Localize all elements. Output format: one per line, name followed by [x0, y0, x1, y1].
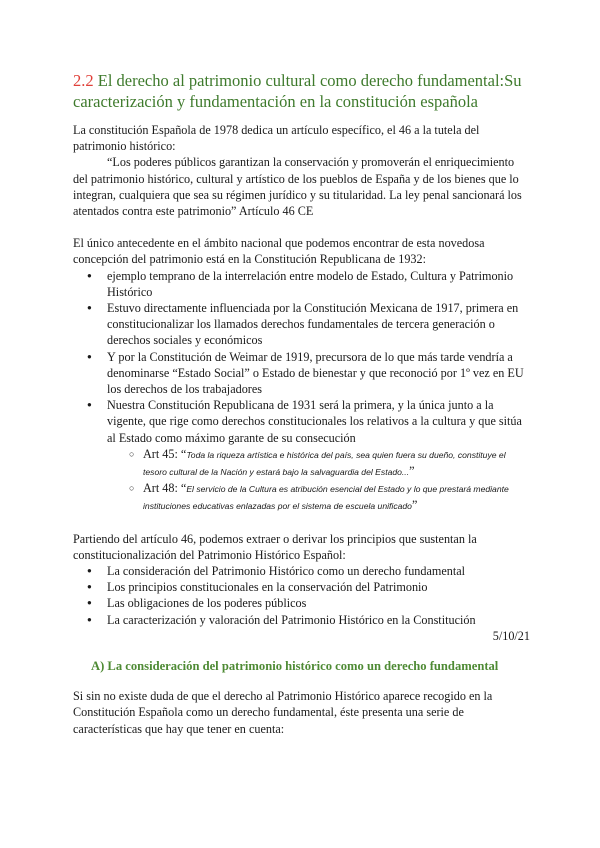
list-item: ● Las obligaciones de los poderes públicos: [73, 595, 530, 611]
article-quote: El servicio de la Cultura es atribución esencial del Estado y lo que prestará mediante instituciones educativas enlazadas por el sistema de escuela unificado: [143, 484, 509, 512]
intro-paragraph: La constitución Española de 1978 dedica un artículo específico, el 46 a la tutela del patrimonio histórico:: [73, 123, 480, 154]
principles-paragraph: Partiendo del artículo 46, podemos extraer o derivar los principios que sustentan la constitucionalización del Patrimonio Histórico Español:: [73, 531, 477, 562]
spacer: [73, 515, 530, 531]
date-stamp: 5/10/21: [492, 628, 530, 643]
list-item: ● Y por la Constitución de Weimar de 1919, precursora de lo que más tarde vendría a denominarse “Estado Social” o Estado de bienestar y que reconoció por 1º vez en EU los derechos de los trabajadores: [73, 349, 530, 398]
document-page: [73, 70, 530, 737]
section-heading: [73, 70, 530, 112]
article-label: Art 48: “: [143, 481, 187, 496]
list-item: ● Los principios constitucionales en la conservación del Patrimonio: [73, 579, 530, 595]
section-title: El derecho al patrimonio cultural como derecho fundamental:Su caracterización y fundamentación en la constitución española: [73, 71, 522, 111]
constitution-quote: “Los poderes públicos garantizan la conservación y promoverán el enriquecimiento del patrimonio histórico, cultural y artístico de los pueblos de España y de los bienes que lo integran, cualquiera que sea su régimen jurídico y su titularidad. La ley penal sancionará los atentados contra este patrimonio” Artículo 46 CE: [73, 155, 522, 219]
section-number: 2.2: [73, 71, 94, 90]
article-label: Art 45: “: [143, 446, 187, 461]
principles-list: [73, 563, 530, 628]
spacer: [73, 219, 530, 235]
article-close: ”: [409, 464, 415, 479]
antecedent-list: [73, 268, 530, 515]
list-item-text: Nuestra Constitución Republicana de 1931 será la primera, y la única junto a la vigente, que rige como derechos constitucionales los relativos a la cultura y que sitúa al Estado como máximo garante de su consecución: [107, 398, 522, 445]
subsection-heading: A) La consideración del patrimonio histórico como un derecho fundamental: [91, 659, 499, 674]
list-item: ● La caracterización y valoración del Patrimonio Histórico en la Constitución: [73, 612, 530, 628]
antecedent-paragraph: El único antecedente en el ámbito nacional que podemos encontrar de esta novedosa concepción del patrimonio está en la Constitución Republicana de 1932:: [73, 236, 485, 267]
list-item: ● La consideración del Patrimonio Histórico como un derecho fundamental: [73, 563, 530, 579]
article-item: [107, 446, 530, 480]
article-close: ”: [411, 498, 418, 513]
list-item: ● ejemplo temprano de la interrelación entre modelo de Estado, Cultura y Patrimonio Histórico: [73, 268, 530, 300]
list-item: [73, 397, 530, 514]
article-item: [107, 480, 530, 514]
characteristics-paragraph: Si sin no existe duda de que el derecho al Patrimonio Histórico aparece recogido en la Constitución Española como un derecho fundamental, éste presenta una serie de características que hay que tener en cuenta:: [73, 689, 493, 736]
articles-list: [107, 446, 530, 515]
article-quote: Toda la riqueza artística e histórica del país, sea quien fuera su dueño, constituye el tesoro cultural de la Nación y estará bajo la salvaguardia del Estado...: [143, 449, 506, 478]
list-item: ● Estuvo directamente influenciada por la Constitución Mexicana de 1917, primera en constitucionalizar los llamados derechos fundamentales de tercera generación o derechos sociales y económicos: [73, 300, 530, 349]
